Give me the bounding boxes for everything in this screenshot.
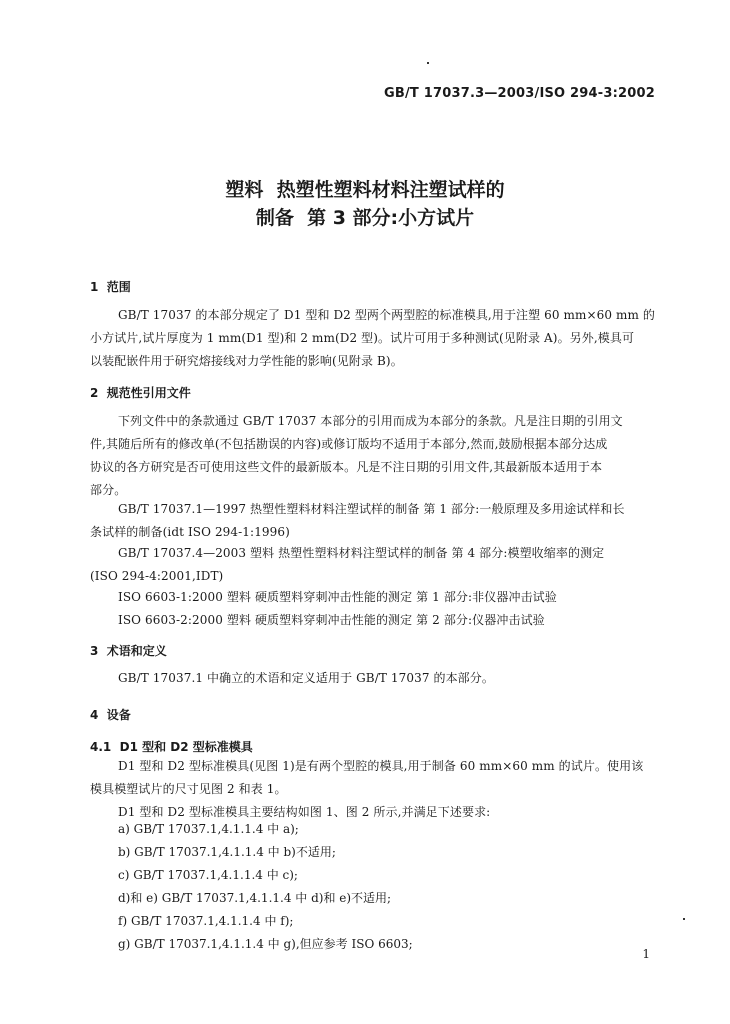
text-line: 件,其随后所有的修改单(不包括勘误的内容)或修订版均不适用于本部分,然而,鼓励根据本部分达成 — [90, 437, 608, 451]
scan-speck — [683, 918, 685, 920]
title-line-1: 塑料 热塑性塑料材料注塑试样的 — [225, 179, 505, 201]
text-line: 模具模塑试片的尺寸见图 2 和表 1。 — [90, 782, 287, 796]
section-2-heading: 2 规范性引用文件 — [90, 386, 191, 400]
section-2-intro — [90, 410, 660, 502]
list-item: d)和 e) GB/T 17037.1,4.1.1.4 中 d)和 e)不适用; — [118, 891, 392, 905]
page-number: 1 — [642, 947, 650, 961]
text-line: ISO 6603-1:2000 塑料 硬质塑料穿刺冲击性能的测定 第 1 部分:非仪器冲击试验 — [118, 590, 557, 604]
document-title — [0, 176, 730, 232]
list-item: b) GB/T 17037.1,4.1.1.4 中 b)不适用; — [118, 845, 336, 859]
reference-1 — [90, 498, 660, 544]
text-line: ISO 6603-2:2000 塑料 硬质塑料穿刺冲击性能的测定 第 2 部分:仪器冲击试验 — [118, 613, 545, 627]
text-line: GB/T 17037.1—1997 热塑性塑料材料注塑试样的制备 第 1 部分:一般原理及多用途试样和长 — [118, 502, 625, 516]
text-line: 条试样的制备(idt ISO 294-1:1996) — [90, 525, 290, 539]
text-line: D1 型和 D2 型标准模具(见图 1)是有两个型腔的模具,用于制备 60 mm×60 mm 的试片。使用该 — [118, 759, 644, 773]
reference-3 — [90, 586, 660, 609]
standard-code: GB/T 17037.3—2003/ISO 294-3:2002 — [384, 86, 655, 101]
text-line: GB/T 17037.4—2003 塑料 热塑性塑料材料注塑试样的制备 第 4 部分:模塑收缩率的测定 — [118, 546, 605, 560]
subsection-4-1-text — [90, 755, 660, 824]
text-line: 部分。 — [90, 483, 127, 497]
list-item: f) GB/T 17037.1,4.1.1.4 中 f); — [118, 914, 294, 928]
section-1-heading: 1 范围 — [90, 280, 131, 294]
section-3-heading: 3 术语和定义 — [90, 644, 167, 658]
scan-speck — [427, 62, 429, 64]
section-1-text — [90, 304, 660, 373]
text-line: GB/T 17037.1 中确立的术语和定义适用于 GB/T 17037 的本部分。 — [118, 671, 494, 685]
list-item: a) GB/T 17037.1,4.1.1.4 中 a); — [118, 822, 299, 836]
section-3-text — [90, 667, 660, 690]
text-line: 以装配嵌件用于研究熔接线对力学性能的影响(见附录 B)。 — [90, 354, 403, 368]
text-line: 下列文件中的条款通过 GB/T 17037 本部分的引用而成为本部分的条款。凡是注日期的引用文 — [118, 414, 623, 428]
text-line: 协议的各方研究是否可使用这些文件的最新版本。凡是不注日期的引用文件,其最新版本适用于本 — [90, 460, 603, 474]
list-item: c) GB/T 17037.1,4.1.1.4 中 c); — [118, 868, 298, 882]
title-line-2: 制备 第 3 部分:小方试片 — [255, 207, 475, 229]
text-line: GB/T 17037 的本部分规定了 D1 型和 D2 型两个两型腔的标准模具,用于注塑 60 mm×60 mm 的 — [118, 308, 656, 322]
reference-4 — [90, 609, 660, 632]
text-line: D1 型和 D2 型标准模具主要结构如图 1、图 2 所示,并满足下述要求: — [118, 805, 491, 819]
text-line: 小方试片,试片厚度为 1 mm(D1 型)和 2 mm(D2 型)。试片可用于多种测试(见附录 A)。另外,模具可 — [90, 331, 635, 345]
text-line: (ISO 294-4:2001,IDT) — [90, 569, 224, 583]
section-4-heading: 4 设备 — [90, 708, 131, 722]
subsection-4-1-heading: 4.1 D1 型和 D2 型标准模具 — [90, 740, 253, 754]
list-item: g) GB/T 17037.1,4.1.1.4 中 g),但应参考 ISO 6603; — [118, 937, 413, 951]
reference-2 — [90, 542, 660, 588]
